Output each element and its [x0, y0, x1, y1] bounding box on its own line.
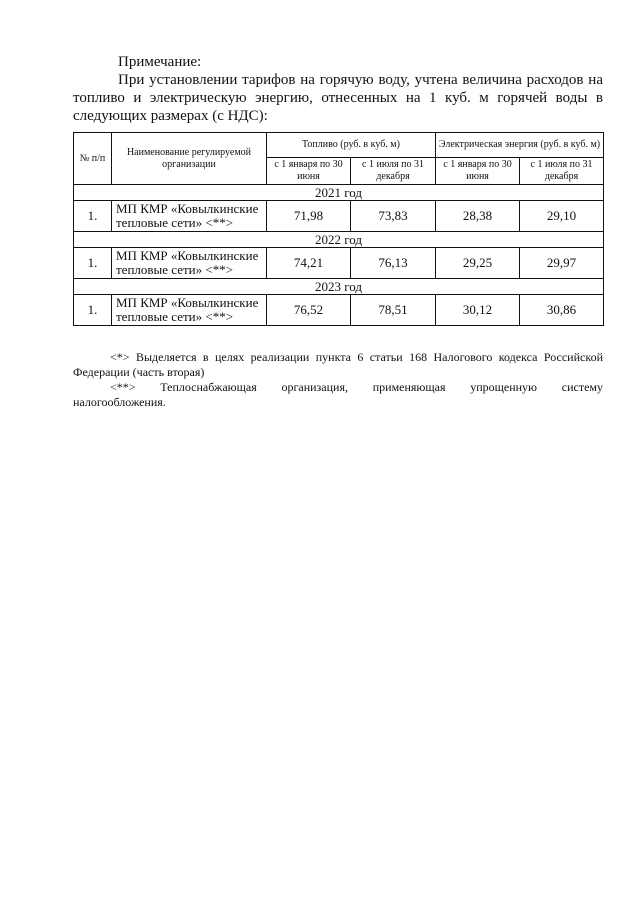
header-num: № п/п: [74, 133, 112, 185]
row-fuel2: 73,83: [351, 201, 436, 232]
row-fuel2: 78,51: [351, 295, 436, 326]
row-fuel1: 74,21: [267, 248, 351, 279]
row-el2: 29,10: [520, 201, 604, 232]
footnote-1: <*> Выделяется в целях реализации пункта 6 статьи 168 Налогового кодекса Российской Федерации (часть вторая): [73, 350, 603, 379]
row-el1: 29,25: [436, 248, 520, 279]
row-el1: 30,12: [436, 295, 520, 326]
row-num: 1.: [74, 201, 112, 232]
row-fuel2: 76,13: [351, 248, 436, 279]
row-org: МП КМР «Ковылкинские тепловые сети» <**>: [112, 248, 267, 279]
header-org: Наименование регулируемой организации: [112, 133, 267, 185]
header-fuel-period1: с 1 января по 30 июня: [267, 158, 351, 185]
year-label: 2021 год: [74, 185, 604, 201]
row-num: 1.: [74, 248, 112, 279]
year-row: [74, 185, 604, 201]
row-org: МП КМР «Ковылкинские тепловые сети» <**>: [112, 201, 267, 232]
note-title: Примечание:: [118, 54, 202, 70]
header-fuel-period2: с 1 июля по 31 декабря: [351, 158, 436, 185]
header-electricity: Электрическая энергия (руб. в куб. м): [436, 133, 604, 158]
row-num: 1.: [74, 295, 112, 326]
row-fuel1: 71,98: [267, 201, 351, 232]
row-el2: 29,97: [520, 248, 604, 279]
year-row: [74, 279, 604, 295]
header-fuel: Топливо (руб. в куб. м): [267, 133, 436, 158]
footnote-2-line2: налогообложения.: [73, 395, 166, 409]
year-label: 2023 год: [74, 279, 604, 295]
table-row: [74, 201, 604, 232]
row-el1: 28,38: [436, 201, 520, 232]
footnote-2-line1: <**> Теплоснабжающая организация, применяющая упрощенную систему: [110, 380, 603, 394]
header-el-period1: с 1 января по 30 июня: [436, 158, 520, 185]
tariff-table: [73, 132, 604, 326]
year-label: 2022 год: [74, 232, 604, 248]
note-paragraph: При установлении тарифов на горячую воду, учтена величина расходов на топливо и электрическую энергию, отнесенных на 1 куб. м горячей воды в следующих размерах (с НДС):: [73, 72, 603, 124]
year-row: [74, 232, 604, 248]
row-org: МП КМР «Ковылкинские тепловые сети» <**>: [112, 295, 267, 326]
header-el-period2: с 1 июля по 31 декабря: [520, 158, 604, 185]
table-row: [74, 248, 604, 279]
table-row: [74, 295, 604, 326]
table-header-row: [74, 133, 604, 158]
row-el2: 30,86: [520, 295, 604, 326]
row-fuel1: 76,52: [267, 295, 351, 326]
